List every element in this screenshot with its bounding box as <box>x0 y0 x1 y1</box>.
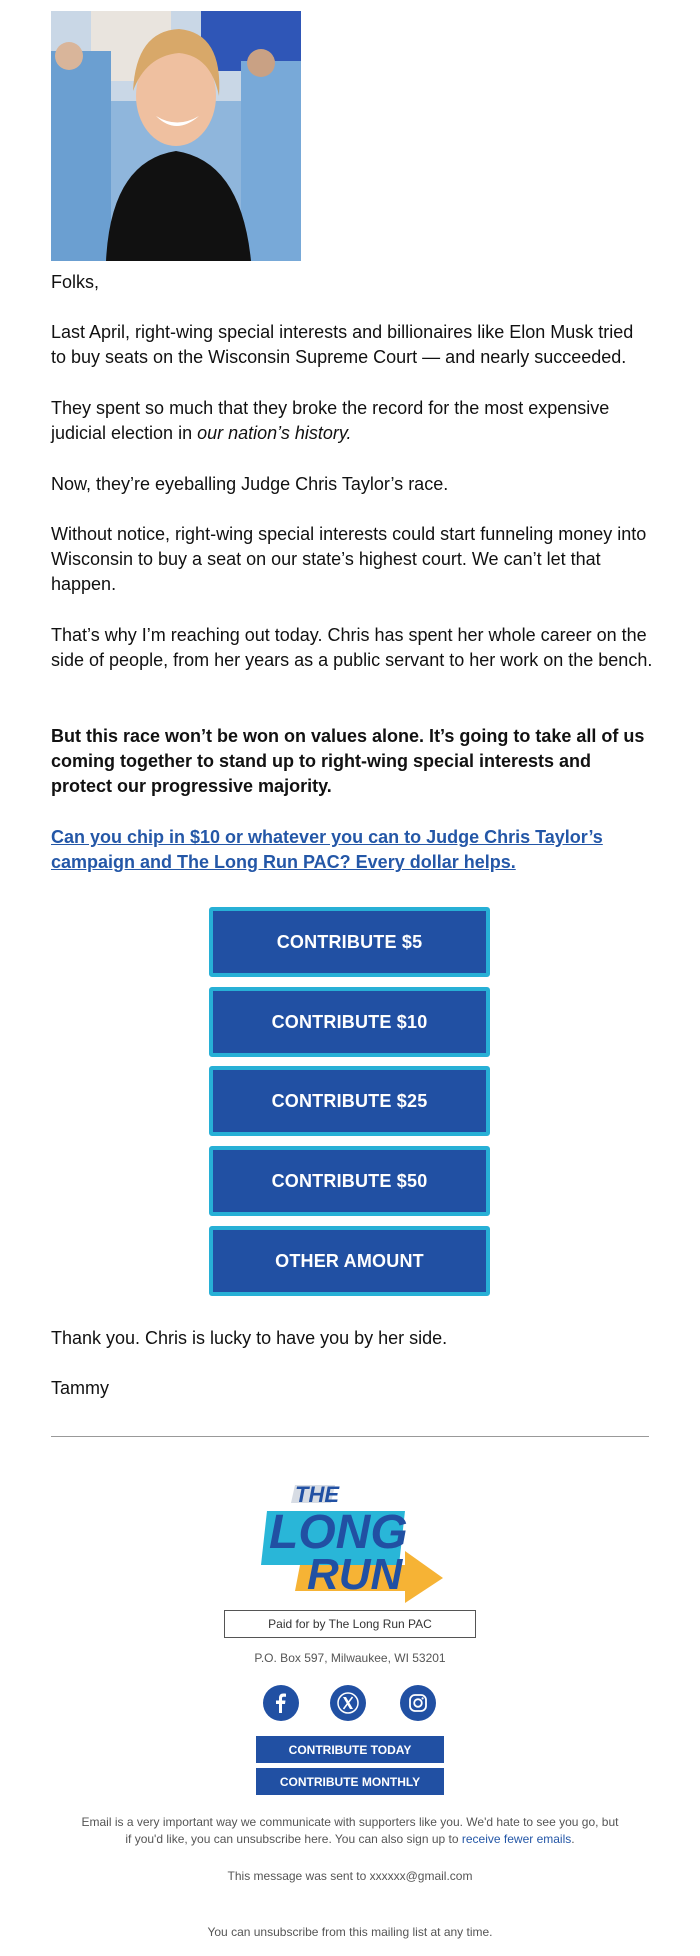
unsubscribe-text[interactable]: if you'd like, you can unsubscribe here. You can also sign up to <box>125 1832 462 1846</box>
contribute-5-button[interactable]: CONTRIBUTE $5 <box>209 907 490 977</box>
paragraph-2-text: They spent so much that they broke the record for the most expensive judicial election in <box>51 398 610 443</box>
contribute-50-button[interactable]: CONTRIBUTE $50 <box>209 1146 490 1216</box>
unsubscribe-period: . <box>571 1832 575 1846</box>
logo-text-the: THE <box>295 1482 339 1507</box>
contribute-monthly-button[interactable]: CONTRIBUTE MONTHLY <box>256 1768 444 1795</box>
divider <box>51 1436 649 1437</box>
paragraph-6-bold: But this race won’t be won on values alone. It’s going to take all of us coming together to stand up to right-wing special interests and protect our progressive majority. <box>51 726 645 796</box>
paragraph-2-emphasis: our nation’s history. <box>197 423 352 443</box>
paragraph-2 <box>51 396 653 446</box>
paragraph-5: That’s why I’m reaching out today. Chris has spent her whole career on the side of people, from her years as a public servant to her work on the bench. <box>51 625 653 670</box>
contribute-25-button[interactable]: CONTRIBUTE $25 <box>209 1066 490 1136</box>
instagram-icon[interactable] <box>400 1685 436 1721</box>
donate-link[interactable]: Can you chip in $10 or whatever you can to Judge Chris Taylor’s campaign and The Long Run PAC? Every dollar helps. <box>51 827 603 872</box>
unsubscribe-line-2 <box>0 1831 700 1848</box>
signature: Tammy <box>51 1378 109 1398</box>
unsubscribe-notice <box>0 1814 700 1848</box>
x-icon[interactable] <box>330 1685 366 1721</box>
receive-fewer-emails-link[interactable]: receive fewer emails <box>461 1832 572 1846</box>
closing-line: Thank you. Chris is lucky to have you by her side. <box>51 1328 448 1348</box>
unsubscribe-line-1: Email is a very important way we communicate with supporters like you. We'd hate to see you go, but <box>81 1815 619 1829</box>
logo-text-run: RUN <box>307 1550 403 1599</box>
mailing-address: P.O. Box 597, Milwaukee, WI 53201 <box>254 1651 446 1665</box>
other-amount-button[interactable]: OTHER AMOUNT <box>209 1226 490 1296</box>
long-run-logo[interactable] <box>255 1473 445 1603</box>
contribute-10-button[interactable]: CONTRIBUTE $10 <box>209 987 490 1057</box>
header-photo <box>51 11 301 261</box>
logo-text-long: LONG <box>269 1506 408 1559</box>
paragraph-3: Now, they’re eyeballing Judge Chris Taylor’s race. <box>51 474 449 494</box>
contribute-today-button[interactable]: CONTRIBUTE TODAY <box>256 1736 444 1763</box>
unsubscribe-any-time[interactable]: You can unsubscribe from this mailing list at any time. <box>207 1925 493 1939</box>
paragraph-1: Last April, right-wing special interests and billionaires like Elon Musk tried to buy seats on the Wisconsin Supreme Court — and nearly succeeded. <box>51 322 634 367</box>
paragraph-4: Without notice, right-wing special interests could start funneling money into Wisconsin to buy a seat on our state’s highest court. We can’t let that happen. <box>51 524 647 594</box>
sent-to-notice: This message was sent to xxxxxx@gmail.com <box>227 1869 473 1883</box>
paid-for-disclaimer: Paid for by The Long Run PAC <box>224 1610 476 1638</box>
facebook-icon[interactable] <box>263 1685 299 1721</box>
greeting: Folks, <box>51 272 100 292</box>
